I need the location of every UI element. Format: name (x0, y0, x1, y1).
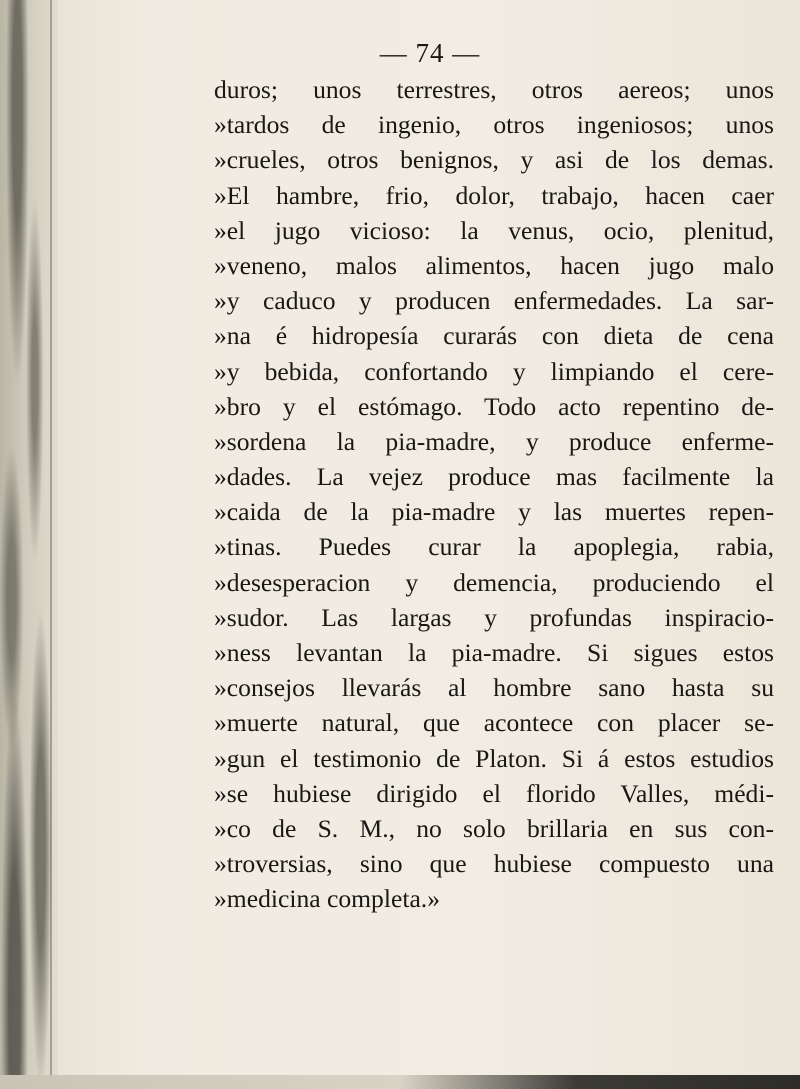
body-text (214, 72, 774, 917)
text-line: »na é hidropesía curarás con dieta de cena (214, 321, 774, 351)
page-bottom-edge (0, 1075, 800, 1089)
text-line: »sudor. Las largas y profundas inspiracio- (214, 602, 774, 632)
text-line: »bro y el estómago. Todo acto repentino de- (214, 391, 774, 421)
text-line: »y bebida, confortando y limpiando el cere- (214, 356, 774, 386)
text-line: »medicina completa.» (214, 884, 440, 914)
text-line: »el jugo vicioso: la venus, ocio, plenitud, (214, 215, 774, 245)
book-spine-shadow (0, 0, 58, 1089)
text-line: »tardos de ingenio, otros ingeniosos; unos (214, 110, 774, 140)
text-line: »sordena la pia-madre, y produce enferme- (214, 426, 774, 456)
text-line: »crueles, otros benignos, y asi de los demas. (214, 145, 774, 175)
text-line: »se hubiese dirigido el florido Valles, médi- (214, 778, 774, 808)
text-line: »desesperacion y demencia, produciendo el (214, 567, 774, 597)
text-line: »muerte natural, que acontece con placer se- (214, 708, 774, 738)
text-line: »tinas. Puedes curar la apoplegia, rabia, (214, 532, 774, 562)
text-line: »El hambre, frio, dolor, trabajo, hacen caer (214, 180, 774, 210)
text-line: »caida de la pia-madre y las muertes repen- (214, 497, 774, 527)
text-line: »consejos llevarás al hombre sano hasta su (214, 673, 774, 703)
text-line: »y caduco y producen enfermedades. La sar- (214, 286, 774, 316)
text-line: »troversias, sino que hubiese compuesto una (214, 849, 774, 879)
text-line: »dades. La vejez produce mas facilmente la (214, 462, 774, 492)
text-line: »veneno, malos alimentos, hacen jugo malo (214, 250, 774, 280)
text-line: »ness levantan la pia-madre. Si sigues estos (214, 638, 774, 667)
text-line: »gun el testimonio de Platon. Si á estos estudios (214, 743, 774, 773)
text-line: duros; unos terrestres, otros aereos; unos (214, 75, 774, 104)
page-number: — 74 — (379, 38, 481, 68)
text-line: »co de S. M., no solo brillaria en sus con- (214, 813, 774, 843)
